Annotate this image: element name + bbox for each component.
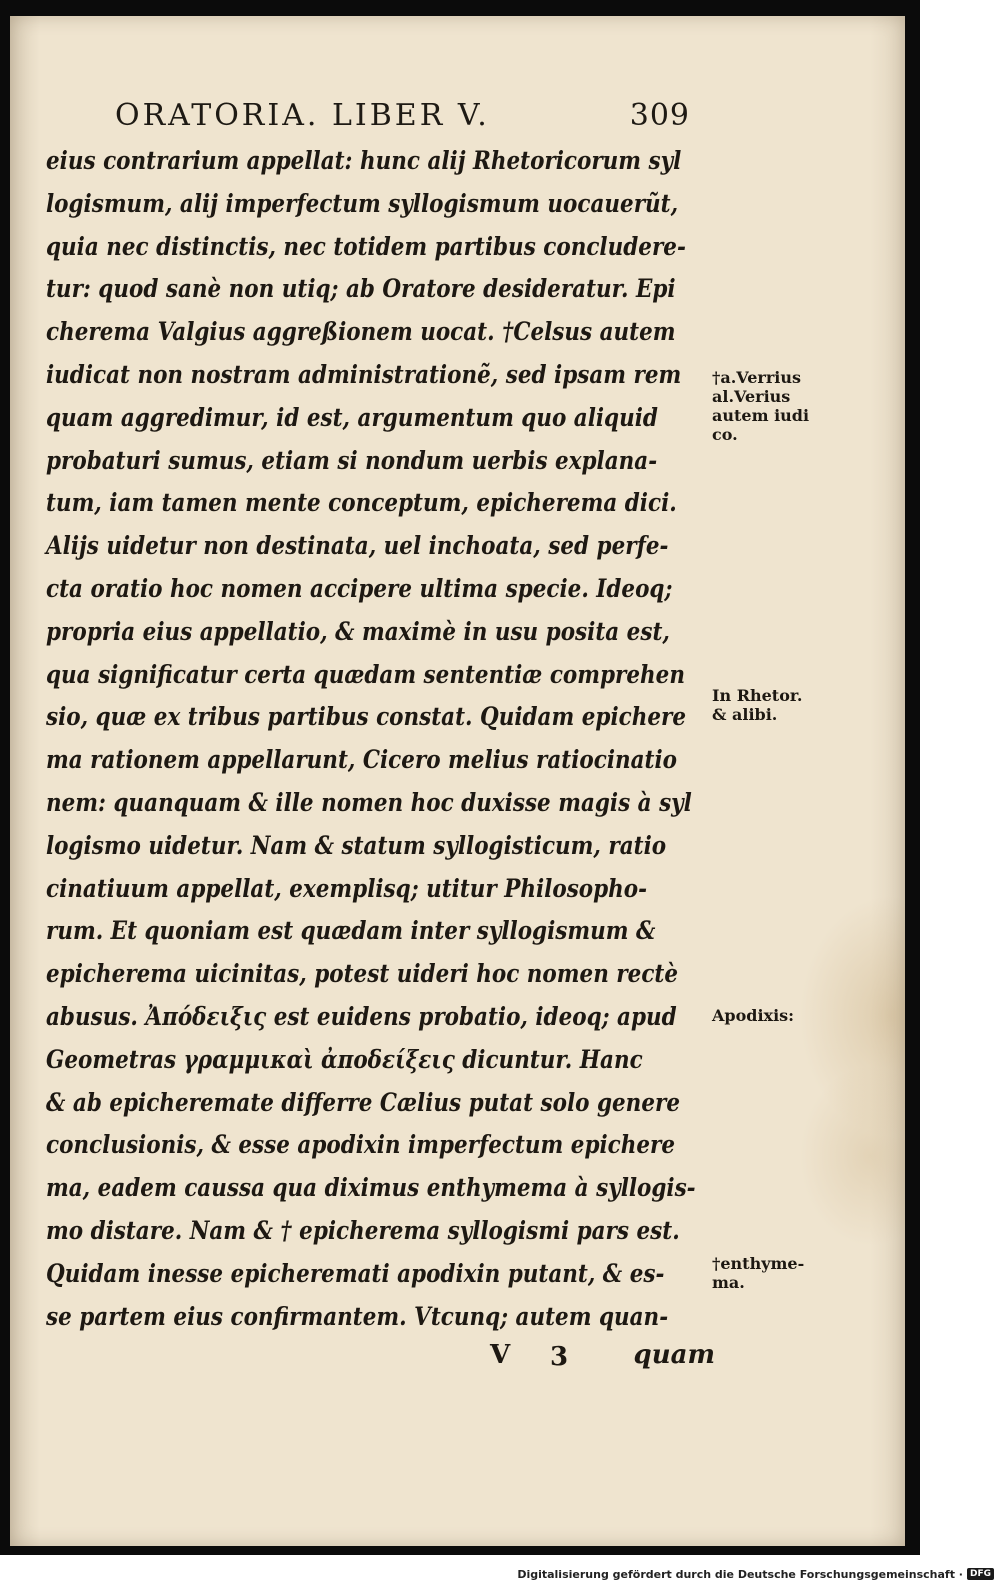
margin-note-enthymema [712,1254,842,1292]
margin-note-rhetor [712,686,842,724]
text-line: mo distare. Nam & † epicherema syllogismi pars est. [46,1215,680,1245]
text-line: tur: quod sanè non utiq; ab Oratore desideratur. Epi [46,274,676,304]
text-line: iudicat non nostram administrationẽ, sed ipsam rem [46,359,682,389]
signature-number: 3 [550,1342,569,1372]
signature-letter: V [490,1340,511,1370]
margin-note-line: Apodixis: [712,1006,795,1025]
text-line: cherema Valgius aggreßionem uocat. †Celsus autem [46,317,676,347]
digitization-footer [517,1565,994,1583]
page-number: 309 [629,98,690,133]
text-line: tum, iam tamen mente conceptum, epicherema dici. [46,488,677,518]
text-line: quia nec distinctis, nec totidem partibus concludere- [46,231,686,261]
text-line: qua significatur certa quædam sententiæ comprehen [46,659,685,689]
text-line: nem: quanquam & ille nomen hoc duxisse magis à syl [46,787,692,817]
footer-text: Digitalisierung gefördert durch die Deutsche Forschungsgemeinschaft · [517,1567,963,1581]
text-line: sio, quæ ex tribus partibus constat. Quidam epichere [46,702,687,732]
text-line: Geometras γραμμικαὶ ἀποδείξεις dicuntur. Hanc [46,1044,643,1074]
text-line: probaturi sumus, etiam si nondum uerbis explana- [46,445,658,475]
margin-note-verrius [712,368,842,444]
text-line: Alijs uidetur non destinata, uel inchoata, sed perfe- [46,531,669,561]
margin-note-line: & alibi. [712,705,778,724]
margin-note-line: †enthyme- [712,1254,805,1273]
margin-note-line: ma. [712,1273,745,1292]
running-head-title: ORATORIA. LIBER V. [115,98,490,133]
text-line: conclusionis, & esse apodixin imperfectum epichere [46,1130,676,1160]
text-line: ma rationem appellarunt, Cicero melius ratiocinatio [46,745,677,775]
catchword: quam [633,1340,715,1370]
text-line: quam aggredimur, id est, argumentum quo aliquid [46,402,658,432]
text-line: eius contrarium appellat: hunc alij Rhetoricorum syl [46,146,682,175]
margin-note-line: co. [712,425,738,444]
text-line: propria eius appellatio, & maximè in usu posita est, [46,616,670,646]
text-line: rum. Et quoniam est quædam inter syllogismum & [46,916,656,946]
margin-note-line: al.Verius [712,387,791,406]
text-line: Quidam inesse epicheremati apodixin putant, & es- [46,1258,665,1288]
text-line: cinatiuum appellat, exemplisq; utitur Philosopho- [46,873,648,903]
text-line: cta oratio hoc nomen accipere ultima specie. Ideoq; [46,573,673,603]
text-line: abusus. Ἀπόδειξις est euidens probatio, ideoq; apud [46,1001,677,1031]
margin-note-line: In Rhetor. [712,686,803,705]
text-line: logismo uidetur. Nam & statum syllogisticum, ratio [46,830,667,860]
dfg-logo: DFG [967,1568,994,1580]
text-line: ma, eadem caussa qua diximus enthymema à syllogis- [46,1173,696,1203]
text-line: se partem eius confirmantem. Vtcunq; autem quan- [46,1301,669,1331]
text-line: & ab epicheremate differre Cælius putat solo genere [46,1087,681,1117]
text-line: logismum, alij imperfectum syllogismum uocauerũt, [46,188,679,218]
body-text [46,140,702,1338]
margin-note-apodixis [712,1006,842,1025]
text-line: epicherema uicinitas, potest uideri hoc nomen rectè [46,959,679,989]
margin-note-line: †a.Verrius [712,368,802,387]
catchword-line [480,1340,715,1376]
running-head [115,98,690,134]
margin-note-line: autem iudi [712,406,810,425]
